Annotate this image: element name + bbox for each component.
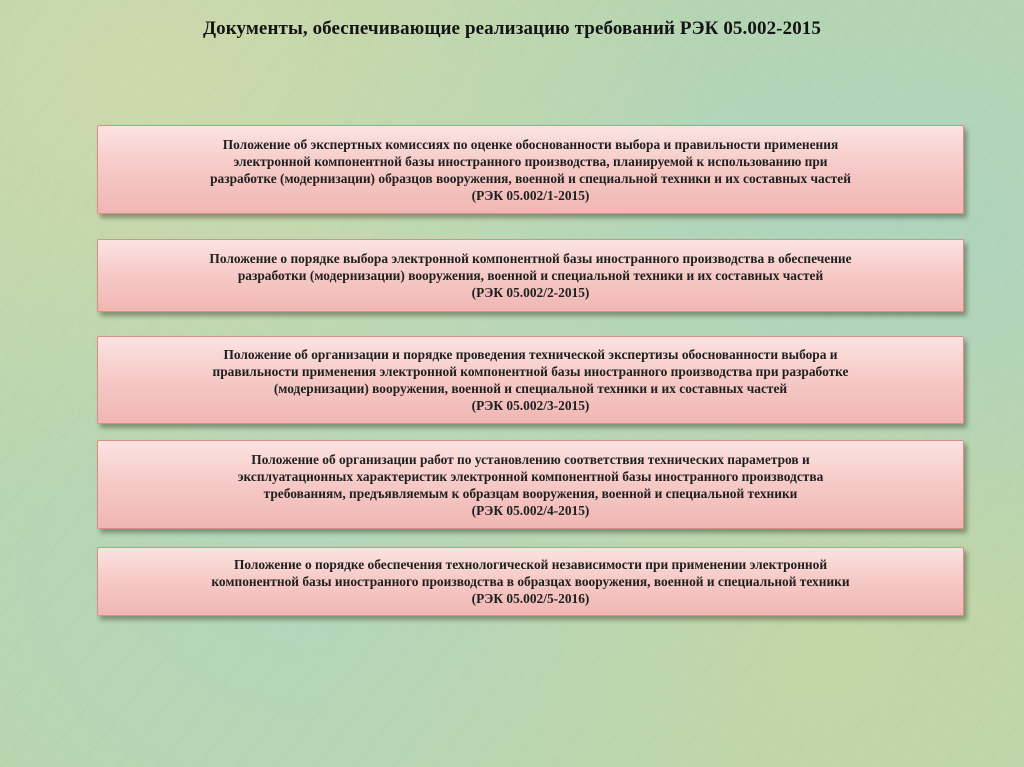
document-code: (РЭК 05.002/3-2015) xyxy=(471,398,590,413)
document-text-line: Положение об организации и порядке проведения технической экспертизы обоснованности выбора и xyxy=(223,347,838,362)
document-text-line: правильности применения электронной компонентной базы иностранного производства при разработке xyxy=(212,364,849,379)
document-text-line: Положение об организации работ по установлению соответствия технических параметров и xyxy=(251,451,810,467)
document-box-rek-05-002-5 xyxy=(97,547,964,616)
document-text-line: разработке (модернизации) образцов вооружения, военной и специальной техники и их составных частей xyxy=(210,170,851,186)
document-code: (РЭК 05.002/5-2016) xyxy=(471,591,590,606)
page-title: Документы, обеспечивающие реализацию требований РЭК 05.002-2015 xyxy=(202,18,822,39)
document-text-line: электронной компонентной базы иностранного производства, планируемой к использованию при xyxy=(233,153,828,169)
document-text-line: Положение об экспертных комиссиях по оценке обоснованности выбора и правильности применения xyxy=(222,136,839,152)
document-text-line: Положение о порядке обеспечения технологической независимости при применении электронной xyxy=(233,557,828,572)
document-text-line: эксплуатационных характеристик электронной компонентной базы иностранного производства xyxy=(237,468,824,484)
document-text-line: требованиям, предъявляемым к образцам вооружения, военной и специальной техники xyxy=(263,485,798,501)
document-text-line: разработки (модернизации) вооружения, военной и специальной техники и их составных частей xyxy=(237,268,824,283)
document-code: (РЭК 05.002/4-2015) xyxy=(471,502,590,518)
document-box-rek-05-002-3 xyxy=(97,336,964,424)
document-code: (РЭК 05.002/2-2015) xyxy=(471,285,590,300)
document-box-rek-05-002-1 xyxy=(97,125,964,214)
document-text-line: (модернизации) вооружения, военной и специальной техники и их составных частей xyxy=(273,381,788,396)
document-box-rek-05-002-2 xyxy=(97,239,964,312)
document-text-line: Положение о порядке выбора электронной компонентной базы иностранного производства в обеспечение xyxy=(209,251,852,266)
document-code: (РЭК 05.002/1-2015) xyxy=(471,187,590,203)
document-box-rek-05-002-4 xyxy=(97,440,964,529)
document-text-line: компонентной базы иностранного производства в образцах вооружения, военной и специальной техники xyxy=(211,574,850,589)
